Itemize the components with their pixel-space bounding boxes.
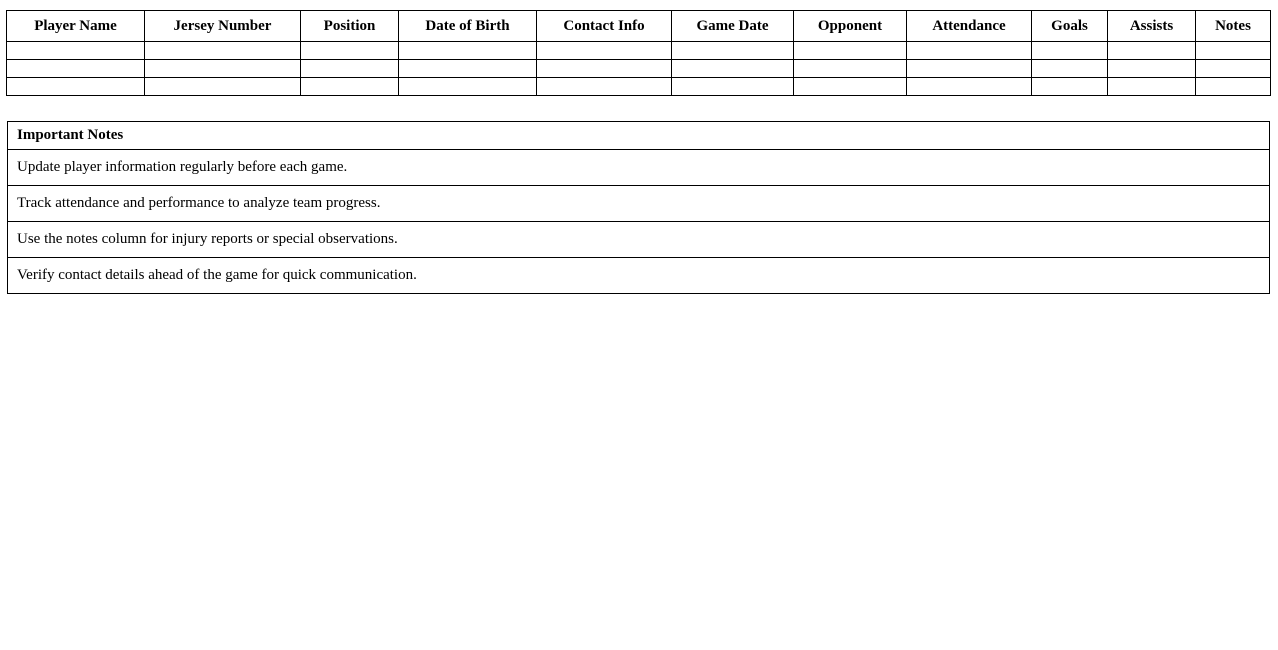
column-header-attendance: Attendance — [907, 11, 1032, 42]
column-header-contact-info: Contact Info — [537, 11, 672, 42]
roster-cell-date-of-birth[interactable] — [399, 42, 537, 60]
note-item: Update player information regularly before each game. — [8, 150, 1270, 186]
roster-empty-row — [7, 42, 1271, 60]
roster-cell-opponent[interactable] — [794, 42, 907, 60]
roster-cell-goals[interactable] — [1032, 60, 1108, 78]
roster-cell-player-name[interactable] — [7, 60, 145, 78]
notes-header-row — [8, 122, 1270, 150]
roster-cell-contact-info[interactable] — [537, 42, 672, 60]
roster-cell-player-name[interactable] — [7, 42, 145, 60]
roster-cell-assists[interactable] — [1108, 42, 1196, 60]
roster-cell-position[interactable] — [301, 78, 399, 96]
roster-cell-contact-info[interactable] — [537, 78, 672, 96]
roster-cell-notes[interactable] — [1196, 78, 1271, 96]
roster-table — [6, 10, 1271, 96]
note-row — [8, 222, 1270, 258]
roster-cell-goals[interactable] — [1032, 42, 1108, 60]
roster-cell-assists[interactable] — [1108, 78, 1196, 96]
note-item: Verify contact details ahead of the game for quick communication. — [8, 258, 1270, 294]
roster-cell-position[interactable] — [301, 42, 399, 60]
roster-cell-date-of-birth[interactable] — [399, 78, 537, 96]
roster-cell-assists[interactable] — [1108, 60, 1196, 78]
note-item: Track attendance and performance to analyze team progress. — [8, 186, 1270, 222]
roster-cell-attendance[interactable] — [907, 42, 1032, 60]
column-header-position: Position — [301, 11, 399, 42]
roster-cell-jersey-number[interactable] — [145, 60, 301, 78]
column-header-game-date: Game Date — [672, 11, 794, 42]
roster-cell-goals[interactable] — [1032, 78, 1108, 96]
notes-title: Important Notes — [8, 122, 1270, 150]
important-notes-table — [7, 121, 1270, 294]
roster-empty-row — [7, 60, 1271, 78]
note-item: Use the notes column for injury reports or special observations. — [8, 222, 1270, 258]
column-header-date-of-birth: Date of Birth — [399, 11, 537, 42]
column-header-goals: Goals — [1032, 11, 1108, 42]
roster-cell-game-date[interactable] — [672, 60, 794, 78]
roster-cell-position[interactable] — [301, 60, 399, 78]
roster-cell-attendance[interactable] — [907, 60, 1032, 78]
roster-cell-game-date[interactable] — [672, 42, 794, 60]
note-row — [8, 258, 1270, 294]
roster-cell-opponent[interactable] — [794, 78, 907, 96]
note-row — [8, 150, 1270, 186]
roster-cell-notes[interactable] — [1196, 42, 1271, 60]
roster-cell-player-name[interactable] — [7, 78, 145, 96]
column-header-assists: Assists — [1108, 11, 1196, 42]
roster-header-row — [7, 11, 1271, 42]
column-header-opponent: Opponent — [794, 11, 907, 42]
roster-empty-row — [7, 78, 1271, 96]
roster-cell-date-of-birth[interactable] — [399, 60, 537, 78]
roster-cell-attendance[interactable] — [907, 78, 1032, 96]
note-row — [8, 186, 1270, 222]
column-header-player-name: Player Name — [7, 11, 145, 42]
column-header-jersey-number: Jersey Number — [145, 11, 301, 42]
roster-cell-jersey-number[interactable] — [145, 78, 301, 96]
roster-cell-contact-info[interactable] — [537, 60, 672, 78]
roster-cell-game-date[interactable] — [672, 78, 794, 96]
column-header-notes: Notes — [1196, 11, 1271, 42]
roster-cell-notes[interactable] — [1196, 60, 1271, 78]
roster-cell-opponent[interactable] — [794, 60, 907, 78]
roster-cell-jersey-number[interactable] — [145, 42, 301, 60]
